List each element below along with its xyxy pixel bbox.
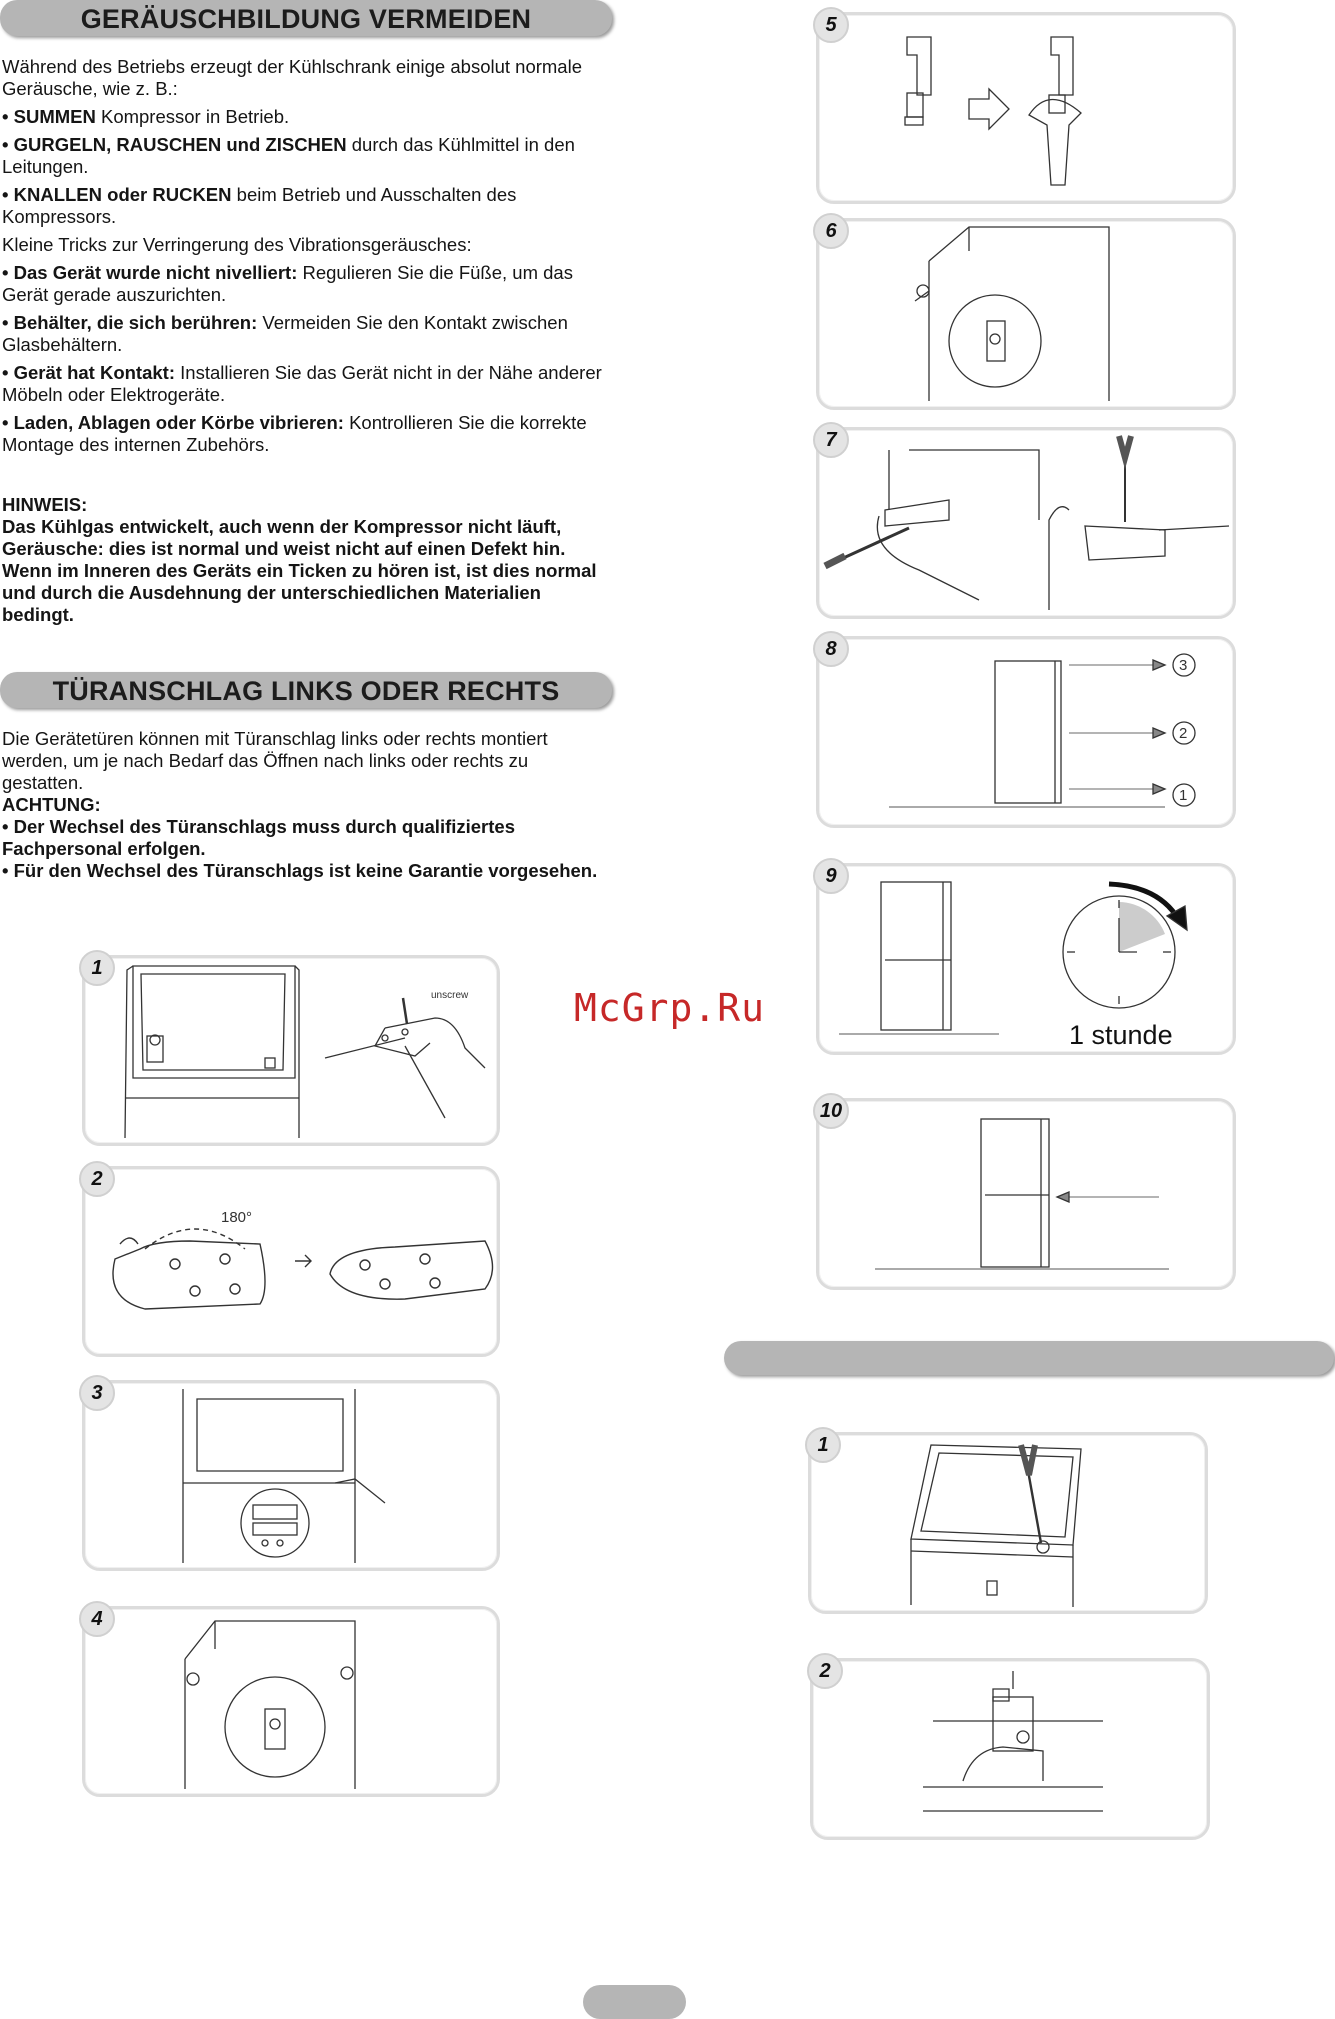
step-number: 5 [813,7,849,43]
step-number: 3 [79,1375,115,1411]
step-number: 2 [79,1161,115,1197]
noise-bullet-2: • GURGELN, RAUSCHEN und ZISCHEN durch das Kühlmittel in den Leitungen. [2,134,575,177]
step-number: 2 [807,1653,843,1689]
noise-intro: Während des Betriebs erzeugt der Kühlschrank einige absolut normale Geräusche, wie z. B.: [2,56,582,99]
fridge-top-hinge-zoom-illustration [85,1609,497,1794]
section-title-banner-door [0,672,612,708]
note-block [2,494,612,626]
level-marker-3: 3 [1179,657,1188,674]
step-panel-right-7 [816,427,1236,619]
section-title-door: TÜRANSCHLAG LINKS ODER RECHTS [52,676,560,706]
wait-time-caption: 1 stunde [1069,1020,1173,1050]
caution-label: ACHTUNG: [2,794,101,815]
step-panel-right-10 [816,1098,1236,1290]
step-number: 7 [813,422,849,458]
caution-2: • Für den Wechsel des Türanschlags ist keine Garantie vorgesehen. [2,860,598,881]
step-number: 8 [813,631,849,667]
step-number: 6 [813,213,849,249]
noise-bullet-3: • KNALLEN oder RUCKEN beim Betrieb und Ausschalten des Kompressors. [2,184,517,227]
empty-section-banner [724,1341,1334,1375]
trick-3: • Gerät hat Kontakt: Installieren Sie das Gerät nicht in der Nähe anderer Möbeln oder Elektrogeräte. [2,362,602,405]
fridge-door-closed-illustration [819,1101,1233,1287]
unscrew-label: unscrew [431,990,469,1001]
noise-text-block [2,56,612,462]
section-title-noise: GERÄUSCHBILDUNG VERMEIDEN [80,4,532,34]
note-text: Das Kühlgas entwickelt, auch wenn der Kompressor nicht läuft, Geräusche: dies ist normal und weist nicht auf einen Defekt hin. Wenn im Inneren des Geräts ein Ticken zu hören ist, ist dies normal und durch die Ausdehnung der unterschiedlichen Materialien bedingt. [2,516,597,625]
page-number-pill [583,1985,686,2019]
door-text-block [2,728,602,882]
step-number: 4 [79,1601,115,1637]
trick-2: • Behälter, die sich berühren: Vermeiden Sie den Kontakt zwischen Glasbehältern. [2,312,568,355]
door-screwdriver-illustration [819,430,1233,616]
hinge-reassembly-illustration [813,1661,1207,1837]
step-number: 9 [813,858,849,894]
step-number: 1 [79,950,115,986]
tricks-intro: Kleine Tricks zur Verringerung des Vibrationsgeräusches: [2,234,472,255]
fridge-hinge-zoom-illustration [819,221,1233,407]
fridge-middle-hinge-illustration [85,1383,497,1568]
fridge-top-hinge-illustration [85,958,497,1143]
step-panel-left-4 [82,1606,500,1797]
level-marker-2: 2 [1179,725,1188,742]
trick-4: • Laden, Ablagen oder Körbe vibrieren: Kontrollieren Sie die korrekte Montage des internen Zubehörs. [2,412,587,455]
rotate-180-label: 180° [221,1209,253,1226]
step-panel-bottom-2 [810,1658,1210,1840]
fridge-door-levels-illustration [819,639,1233,825]
step-panel-right-9 [816,863,1236,1055]
level-marker-1: 1 [1179,787,1188,804]
step-panel-left-1 [82,955,500,1146]
step-panel-right-6 [816,218,1236,410]
noise-bullet-1: • SUMMEN Kompressor in Betrieb. [2,106,290,127]
watermark: McGrp.Ru [574,986,766,1030]
door-intro: Die Gerätetüren können mit Türanschlag links oder rechts montiert werden, um je nach Bedarf das Öffnen nach links oder rechts zu gestatten. [2,728,548,793]
hinge-rotate-illustration [85,1169,497,1354]
step-panel-left-2 [82,1166,500,1357]
step-panel-left-3 [82,1380,500,1571]
section-title-banner-noise [0,0,612,36]
trick-1: • Das Gerät wurde nicht nivelliert: Regulieren Sie die Füße, um das Gerät gerade auszurichten. [2,262,573,305]
fridge-top-screwdriver-illustration [811,1435,1205,1611]
caution-1: • Der Wechsel des Türanschlags muss durch qualifiziertes Fachpersonal erfolgen. [2,816,515,859]
step-panel-right-8 [816,636,1236,828]
step-panel-right-5 [816,12,1236,204]
note-label: HINWEIS: [2,494,88,515]
hinge-pin-wrench-illustration [819,15,1233,201]
step-number: 1 [805,1427,841,1463]
step-number: 10 [813,1093,849,1129]
step-panel-bottom-1 [808,1432,1208,1614]
